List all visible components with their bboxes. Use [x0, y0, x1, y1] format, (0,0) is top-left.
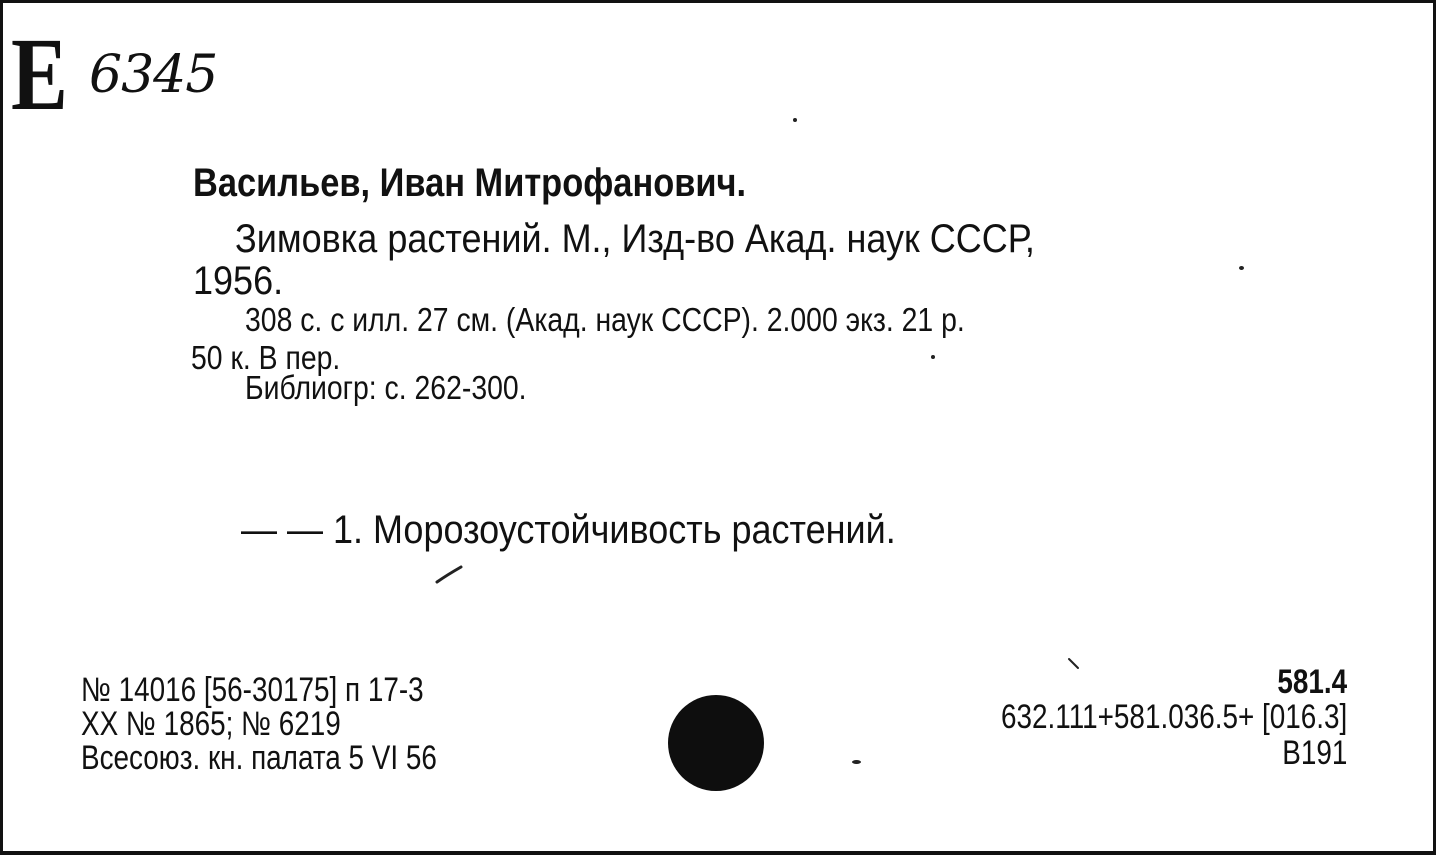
ink-speck — [1239, 266, 1244, 270]
call-number-handwritten: 6345 — [89, 45, 218, 105]
ink-speck — [931, 355, 935, 359]
price-binding: 50 к. В пер. — [191, 339, 341, 376]
physical-description: 308 с. с илл. 27 см. (Акад. наук СССР). 2.000 экз. 21 р. — [245, 301, 965, 338]
registration-secondary: XX № 1865; № 6219 — [81, 705, 341, 743]
publication-year: 1956. — [193, 259, 284, 303]
author-mark: В191 — [1281, 734, 1347, 772]
ink-speck — [793, 118, 797, 122]
bibliography-note: Библиогр: с. 262-300. — [245, 369, 527, 406]
chamber-stamp: Всесоюз. кн. палата 5 VI 56 — [81, 739, 437, 777]
subject-entry: — — 1. Морозоустойчивость растений. — [241, 508, 896, 552]
registration-number: № 14016 [56-30175] п 17-3 — [81, 671, 424, 709]
call-number-letter: Е — [11, 17, 67, 132]
punch-hole — [668, 695, 764, 791]
pencil-tick — [435, 565, 465, 585]
classification-udc: 632.111+581.036.5+ [016.3] — [1000, 698, 1347, 736]
title-imprint: Зимовка растений. М., Изд-во Акад. наук СССР, — [235, 217, 1035, 261]
author-heading: Васильев, Иван Митрофанович. — [193, 161, 747, 205]
pencil-tick — [1067, 657, 1081, 671]
classification-main: 581.4 — [1277, 663, 1347, 701]
ink-speck — [852, 760, 861, 764]
